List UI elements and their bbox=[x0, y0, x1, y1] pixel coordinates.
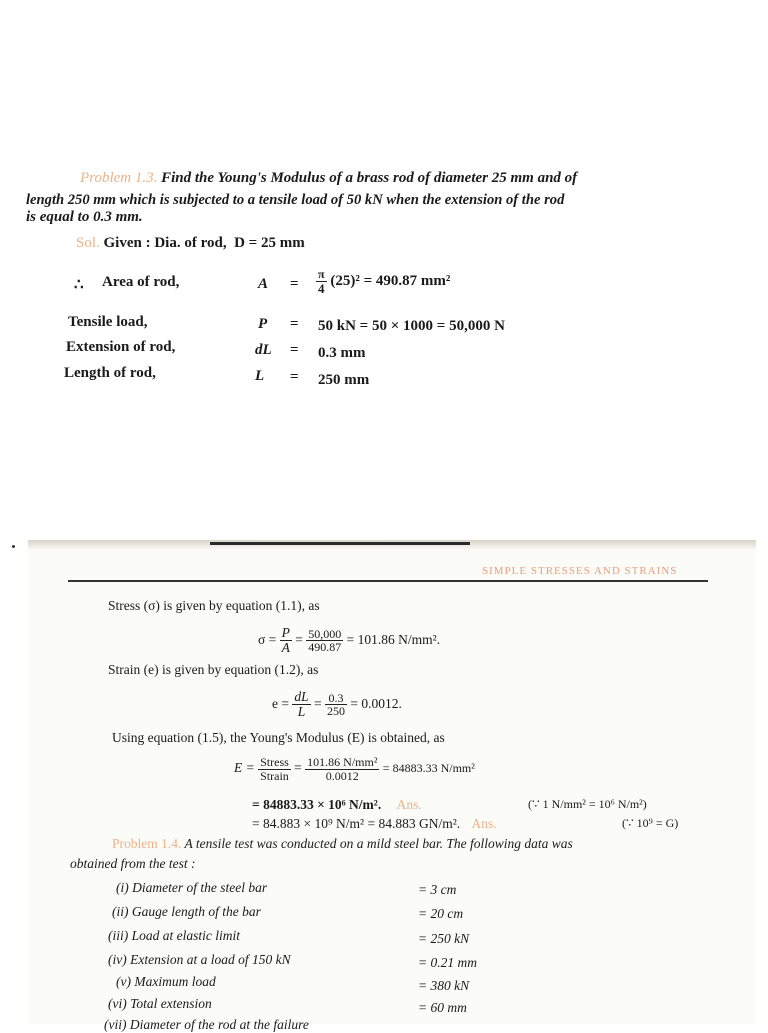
problem-statement-line-2: length 250 mm which is subjected to a tensile load of 50 kN when the extension of the rod bbox=[26, 192, 565, 208]
row-value-area bbox=[316, 268, 450, 295]
e-line-2-text: = 84883.33 × 10⁶ N/m². bbox=[252, 797, 382, 812]
p-num: P bbox=[281, 625, 290, 640]
row-label-length: Length of rod, bbox=[64, 365, 156, 381]
row-eq-length: = bbox=[290, 369, 299, 385]
row-sym-extension: dL bbox=[255, 342, 272, 358]
data-item-value-2: = 20 cm bbox=[418, 906, 464, 921]
strain-num: 0.3 bbox=[325, 692, 347, 706]
row-value-load: 50 kN = 50 × 1000 = 50,000 N bbox=[318, 318, 505, 334]
dl-over-l bbox=[292, 690, 310, 719]
problem-1-3-line-1 bbox=[80, 170, 577, 187]
bullet-dot bbox=[12, 545, 15, 548]
data-item-label-2: (ii) Gauge length of the bar bbox=[112, 904, 261, 919]
row-value-length: 250 mm bbox=[318, 372, 370, 388]
four: 4 bbox=[316, 281, 327, 296]
a-den: A bbox=[281, 640, 290, 656]
e-fraction bbox=[305, 756, 379, 782]
row-sym-load: P bbox=[258, 316, 268, 332]
unit-note-1: (∵ 1 N/mm² = 10⁶ N/m²) bbox=[528, 797, 647, 811]
e-line-3-text: = 84.883 × 10⁹ N/m² = 84.883 GN/m². bbox=[252, 816, 461, 831]
e-result: = 84883.33 N/mm² bbox=[382, 761, 475, 776]
row-eq-extension: = bbox=[290, 342, 299, 358]
data-item-label-3: (iii) Load at elastic limit bbox=[108, 928, 240, 943]
row-eq-area: = bbox=[290, 276, 299, 292]
given-line bbox=[76, 235, 305, 252]
stress-lhs: σ = bbox=[258, 631, 277, 647]
row-label-load: Tensile load, bbox=[68, 314, 148, 330]
data-item-value-6: = 60 mm bbox=[418, 1000, 467, 1015]
page-top-dark-edge bbox=[210, 542, 470, 545]
data-item-label-1: (i) Diameter of the steel bar bbox=[116, 880, 268, 895]
area-value: (25)² = 490.87 mm² bbox=[330, 273, 451, 290]
pi-symbol: π bbox=[318, 267, 325, 281]
ans-label-1: Ans. bbox=[396, 797, 422, 812]
given-value: D = 25 mm bbox=[234, 235, 305, 251]
running-header: SIMPLE STRESSES AND STRAINS bbox=[482, 565, 678, 577]
given-text: Given : Dia. of rod, bbox=[103, 235, 227, 251]
stress-equation: σ = $\frac{P}{A}$ = $\frac{50,000}{490.87}$ = 101.86 N/mm². bbox=[258, 625, 441, 656]
stress-den: 490.87 bbox=[308, 640, 342, 655]
data-item-value-5: = 380 kN bbox=[418, 978, 470, 993]
stress-fraction bbox=[306, 628, 343, 654]
therefore-symbol: ∴ bbox=[74, 277, 84, 293]
using-equation: Using equation (1.5), the Young's Modulus (E) is obtained, as bbox=[112, 730, 445, 745]
stress-num: 50,000 bbox=[308, 626, 342, 641]
problem-statement-line-1: Find the Young's Modulus of a brass rod of diameter 25 mm and of bbox=[161, 170, 578, 186]
youngs-modulus-equation: E = $\frac{\text{Stress}}{\text{Strain}}$ = $\frac{\text{101.86 N/mm²}}{0.0012}$ = 84883.33 N/mm² bbox=[234, 755, 475, 783]
row-label-area: Area of rod, bbox=[102, 274, 180, 290]
row-value-extension: 0.3 mm bbox=[318, 345, 366, 361]
strain-den: 250 bbox=[327, 704, 345, 719]
dl-num: dL bbox=[294, 689, 309, 704]
row-sym-area: A bbox=[258, 276, 269, 292]
strain-equation: e = $\frac{dL}{L}$ = $\frac{0.3}{250}$ = 0.0012. bbox=[272, 689, 402, 720]
data-item-value-4: = 0.21 mm bbox=[418, 955, 477, 970]
pi-over-4 bbox=[316, 268, 327, 295]
l-den: L bbox=[297, 704, 306, 720]
e-line-2 bbox=[252, 797, 422, 813]
stress-over-strain bbox=[258, 756, 291, 782]
problem-label: Problem 1.3. bbox=[80, 170, 158, 186]
problem-1-4-label: Problem 1.4. bbox=[112, 836, 182, 851]
e-lhs: E = bbox=[234, 760, 255, 776]
problem-statement-line-3: is equal to 0.3 mm. bbox=[26, 209, 143, 225]
row-label-extension: Extension of rod, bbox=[66, 339, 176, 355]
problem-1-4-text: A tensile test was conducted on a mild steel bar. The following data was bbox=[184, 836, 573, 851]
header-rule bbox=[68, 580, 708, 582]
data-item-value-3: = 250 kN bbox=[418, 931, 470, 946]
data-item-label-4: (iv) Extension at a load of 150 kN bbox=[108, 952, 291, 967]
problem-1-4-line-2: obtained from the test : bbox=[70, 856, 196, 871]
strain-fraction bbox=[325, 692, 347, 718]
data-item-label-5: (v) Maximum load bbox=[116, 974, 216, 989]
strain-result: = 0.0012. bbox=[350, 695, 402, 711]
data-item-label-7: (vii) Diameter of the rod at the failure bbox=[104, 1017, 309, 1032]
p-over-a bbox=[280, 626, 292, 655]
e-den: 0.0012 bbox=[325, 768, 359, 783]
unit-note-2: (∵ 10⁹ = G) bbox=[622, 816, 679, 830]
data-item-value-1: = 3 cm bbox=[418, 882, 457, 897]
sol-label: Sol. bbox=[76, 235, 100, 251]
data-item-label-6: (vi) Total extension bbox=[108, 996, 212, 1011]
strain-intro: Strain (e) is given by equation (1.2), as bbox=[108, 662, 319, 677]
ans-label-2: Ans. bbox=[471, 816, 497, 831]
problem-1-4-line-1 bbox=[112, 836, 573, 852]
e-num: 101.86 N/mm² bbox=[307, 755, 378, 769]
row-eq-load: = bbox=[290, 316, 299, 332]
row-sym-length: L bbox=[255, 368, 265, 384]
strain-word: Strain bbox=[260, 768, 289, 783]
stress-word: Stress bbox=[260, 755, 289, 769]
stress-intro: Stress (σ) is given by equation (1.1), as bbox=[108, 598, 320, 613]
e-line-3 bbox=[252, 816, 497, 832]
strain-lhs: e = bbox=[272, 695, 289, 711]
stress-result: = 101.86 N/mm². bbox=[346, 631, 441, 647]
